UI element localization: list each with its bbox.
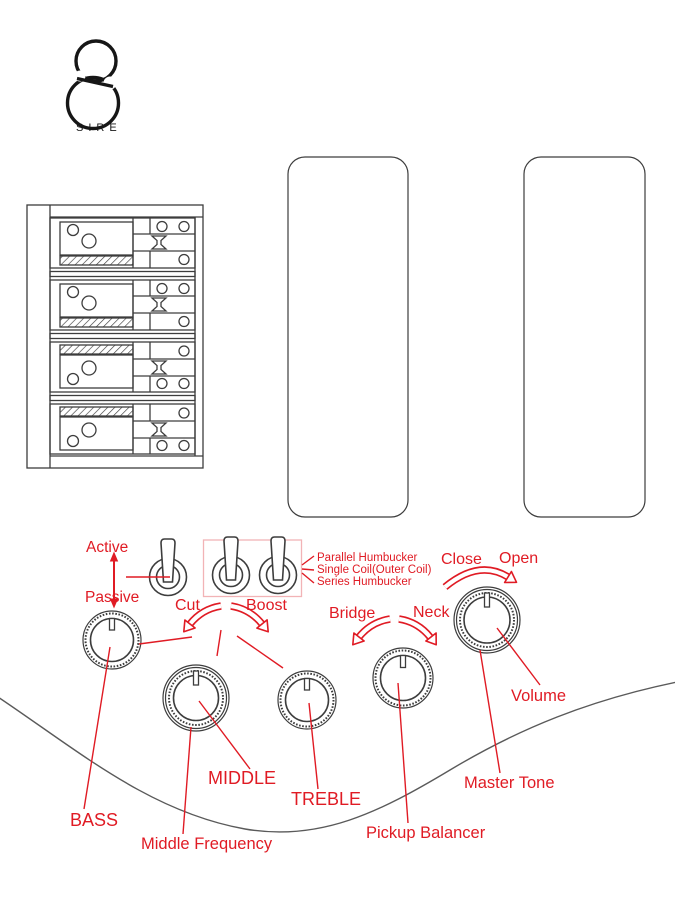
pickup-balancer-knob	[373, 648, 433, 708]
pickup-right	[524, 157, 645, 517]
coil-mode-single-coil-label: Single Coil(Outer Coil)	[317, 564, 432, 576]
bridge-arrow-icon	[353, 619, 390, 645]
active-label: Active	[86, 539, 129, 556]
coil-mode-parallel-humbucker-label: Parallel Humbucker	[317, 552, 418, 564]
close-open-arrow-icon	[445, 570, 517, 587]
pickup-left	[288, 157, 408, 517]
active-passive-switch	[150, 539, 187, 596]
neck-arrow-icon	[399, 619, 436, 645]
bridge-diagram	[27, 205, 203, 468]
pickup-balancer-label: Pickup Balancer	[366, 824, 486, 842]
passive-label: Passive	[85, 589, 140, 606]
close-label: Close	[441, 551, 482, 568]
treble-label: TREBLE	[291, 789, 362, 809]
middle-label: MIDDLE	[208, 768, 277, 788]
volume-master-tone-knob	[454, 587, 520, 653]
volume-label: Volume	[511, 687, 567, 705]
brand-logo-icon	[68, 41, 119, 129]
coil-mode-series-humbucker-label: Series Humbucker	[317, 576, 412, 588]
middle-knob	[163, 665, 229, 731]
coil-switch-2	[260, 537, 297, 594]
boost-label: Boost	[246, 597, 287, 614]
bridge-label: Bridge	[329, 605, 376, 622]
treble-knob	[278, 671, 336, 729]
bass-label: BASS	[70, 810, 119, 830]
open-label: Open	[499, 550, 539, 567]
middle-frequency-label: Middle Frequency	[141, 835, 273, 853]
brand-logo-text: SIRE	[76, 122, 122, 134]
bass-knob	[83, 611, 141, 669]
master-tone-label: Master Tone	[464, 774, 555, 792]
cut-label: Cut	[175, 597, 200, 614]
coil-switch-1	[213, 537, 250, 594]
neck-label: Neck	[413, 604, 450, 621]
